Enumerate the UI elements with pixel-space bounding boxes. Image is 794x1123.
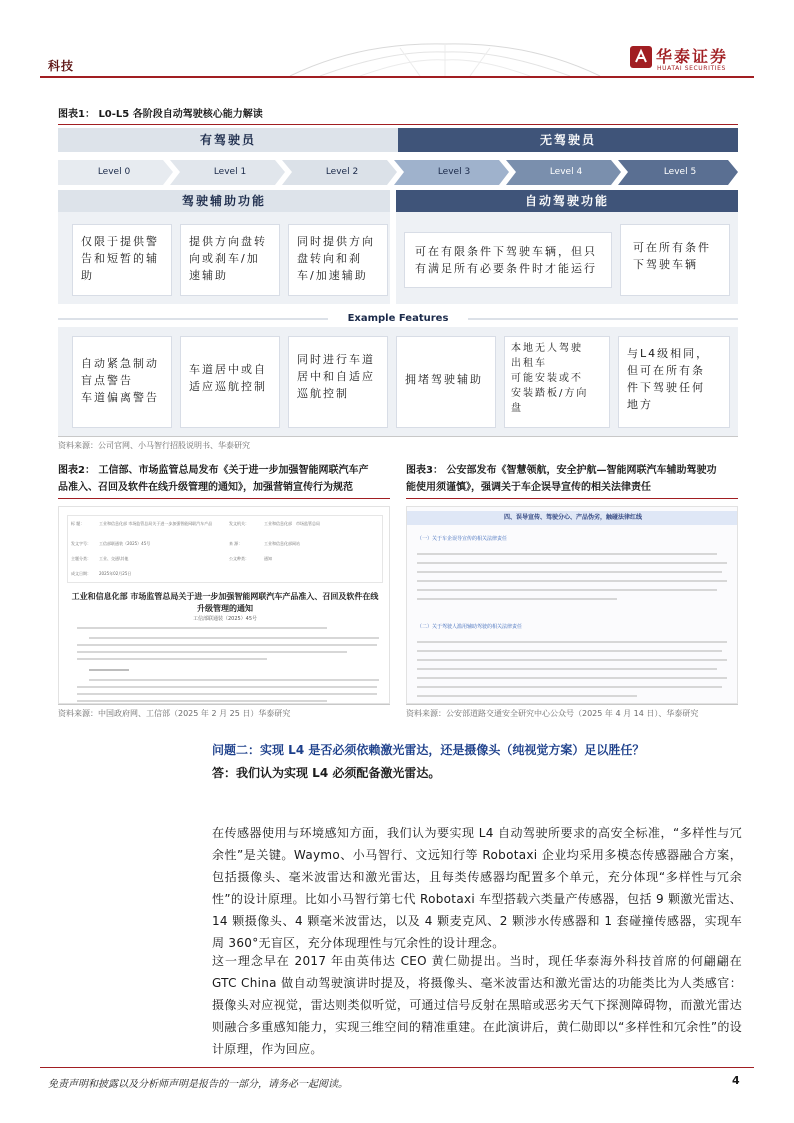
brand-name-cn: 华泰证券	[656, 47, 729, 66]
figure2-doc-number: 工信部联通装（2025）45号	[192, 616, 258, 622]
figure2-source-rule	[58, 704, 390, 705]
figure3-document-screenshot	[406, 506, 738, 704]
figure3-caption-line2: 能使用须谨慎》，强调关于车企误导宣传的相关法律责任	[406, 482, 651, 493]
section-autonomous: 自动驾驶功能	[524, 194, 609, 208]
figure1-caption: 图表1： L0-L5 各阶段自动驾驶核心能力解读	[58, 109, 263, 120]
function-level-2: 同时提供方向盘转向和刹车/加速辅助	[288, 224, 388, 296]
header-rule	[40, 76, 754, 78]
figure3-caption-rule	[406, 498, 738, 499]
example-level-2: 同时进行车道 居中和自适应 巡航控制	[288, 336, 388, 428]
example-features-title: Example Features	[347, 313, 449, 324]
paragraph-nvidia: 这一理念早在 2017 年由英伟达 CEO 黄仁勋提出。当时，现任华泰海外科技首席的何翩翩在 GTC China 做自动驾驶演讲时提及，将摄像头、毫米波雷达和激光雷达的功能类比为人类感官：摄像头对应视觉，雷达则类似听觉，可通过信号反射在黑暗或恶劣天气下探测障碍物，而激光雷达则融合多重感知能力，实现三维空间的精准重建。在此演讲后，黄仁勋即以“多样性和冗余性”的设计原理，作为回应。	[212, 954, 742, 1056]
section-label: 科技	[48, 59, 75, 73]
function-level-3-4: 可在有限条件下驾驶车辆，但只有满足所有必要条件时才能运行	[404, 232, 612, 288]
footer-disclaimer: 免责声明和披露以及分析师声明是报告的一部分，请务必一起阅读。	[48, 1079, 348, 1090]
band-without-driver: 无驾驶员	[539, 133, 596, 147]
figure2-document-screenshot: 标 题： 工业和信息化部 市场监管总局关于进一步加强智能网联汽车产品 发文机关： 工业和信息化部 市场监管总局 发文字号： 工信部联通装（2025）45号 来 源： 工业和信息化部网站 主题分类： 工业、交通\其他 公文种类： 通知 成文日期： 2025年02月25日 工业和信息化部 市场监管总局关于进一步加强智能网联汽车产品准入、召回及软件在线 升级管理的通知 工信部联通装（2025）45号	[58, 506, 390, 704]
level-4-label: Level 4	[549, 167, 583, 177]
level-2-label: Level 2	[325, 167, 359, 177]
function-level-5: 可在所有条件下驾驶车辆	[620, 224, 730, 296]
figure1-caption-rule	[58, 124, 738, 125]
figure2-caption-line1: 图表2： 工信部、市场监管总局发布《关于进一步加强智能网联汽车产	[58, 465, 369, 476]
example-level-0: 自动紧急制动 盲点警告 车道偏离警告	[72, 336, 172, 428]
figure2-caption-rule	[58, 498, 390, 499]
example-level-4: 本地无人驾驶 出租车 可能安装或不 安装踏板/方向 盘	[504, 336, 610, 428]
question-heading: 问题二：实现 L4 是否必须依赖激光雷达，还是摄像头（纯视觉方案）足以胜任？	[212, 743, 645, 757]
header-decoration	[280, 40, 610, 76]
level-0-label: Level 0	[97, 167, 131, 177]
brand-logo-icon	[630, 46, 652, 68]
figure3-doc-banner: 四、误导宣传、驾驶分心、产品伪劣，触碰法律红线	[407, 511, 738, 525]
figure2-caption-line2: 品准入、召回及软件在线升级管理的通知》，加强营销宣传行为规范	[58, 482, 353, 493]
figure2-doc-title-line1: 工业和信息化部 市场监管总局关于进一步加强智能网联汽车产品准入、召回及软件在线	[71, 592, 379, 601]
figure3-sub1: （一）关于车企误导宣传的相关法律责任	[417, 536, 508, 542]
level-5-label: Level 5	[663, 167, 697, 177]
level-3-label: Level 3	[437, 167, 471, 177]
figure3-source-rule	[406, 704, 738, 705]
paragraph-sensors: 在传感器使用与环境感知方面，我们认为要实现 L4 自动驾驶所要求的高安全标准，“多样性与冗余性”是关键。Waymo、小马智行、文远知行等 Robotaxi 企业均采用多模态传感器融合方案，包括摄像头、毫米波雷达和激光雷达，且每类传感器均配置多个单元，充分体现“多样性与冗余性”的设计原理。比如小马智行第七代 Robotaxi 车型搭载六类量产传感器，包括 9 颗激光雷达、14 颗摄像头、4 颗毫米波雷达，以及 4 颗麦克风、2 颗涉水传感器和 1 套碰撞传感器，实现车周 360°无盲区，充分体现理性与冗余性的设计理念。	[212, 826, 742, 950]
page-number: 4	[732, 1074, 740, 1087]
function-level-1: 提供方向盘转向或刹车/加速辅助	[180, 224, 280, 296]
footer-rule	[40, 1067, 754, 1068]
figure1-levels-diagram	[58, 128, 738, 436]
example-level-3: 拥堵驾驶辅助	[396, 336, 496, 428]
figure2-doc-title-line2: 升级管理的通知	[197, 604, 253, 613]
band-with-driver: 有驾驶员	[199, 133, 256, 147]
section-driver-assist: 驾驶辅助功能	[181, 194, 266, 208]
figure2-source: 资料来源：中国政府网、工信部（2025 年 2 月 25 日）华泰研究	[58, 709, 291, 718]
figure3-caption-line1: 图表3： 公安部发布《智慧领航，安全护航—智能网联汽车辅助驾驶功	[406, 465, 717, 476]
level-1-label: Level 1	[213, 167, 247, 177]
figure3-sub2: （二）关于驾驶人滥用辅助驾驶的相关法律责任	[417, 624, 523, 630]
brand-logo	[630, 44, 754, 74]
figure1-source: 资料来源：公司官网、小马智行招股说明书、华泰研究	[58, 441, 250, 450]
function-level-0: 仅限于提供警告和短暂的辅助	[72, 224, 172, 296]
answer-heading: 答：我们认为实现 L4 必须配备激光雷达。	[212, 766, 441, 780]
figure3-source: 资料来源：公安部道路交通安全研究中心公众号（2025 年 4 月 14 日）、华泰研究	[406, 709, 699, 718]
figure1-source-rule	[58, 436, 738, 437]
example-level-5: 与L4级相同， 但可在所有条 件下驾驶任何 地方	[618, 336, 730, 428]
example-level-1: 车道居中或自 适应巡航控制	[180, 336, 280, 428]
brand-name-en: HUATAI SECURITIES	[657, 65, 726, 72]
